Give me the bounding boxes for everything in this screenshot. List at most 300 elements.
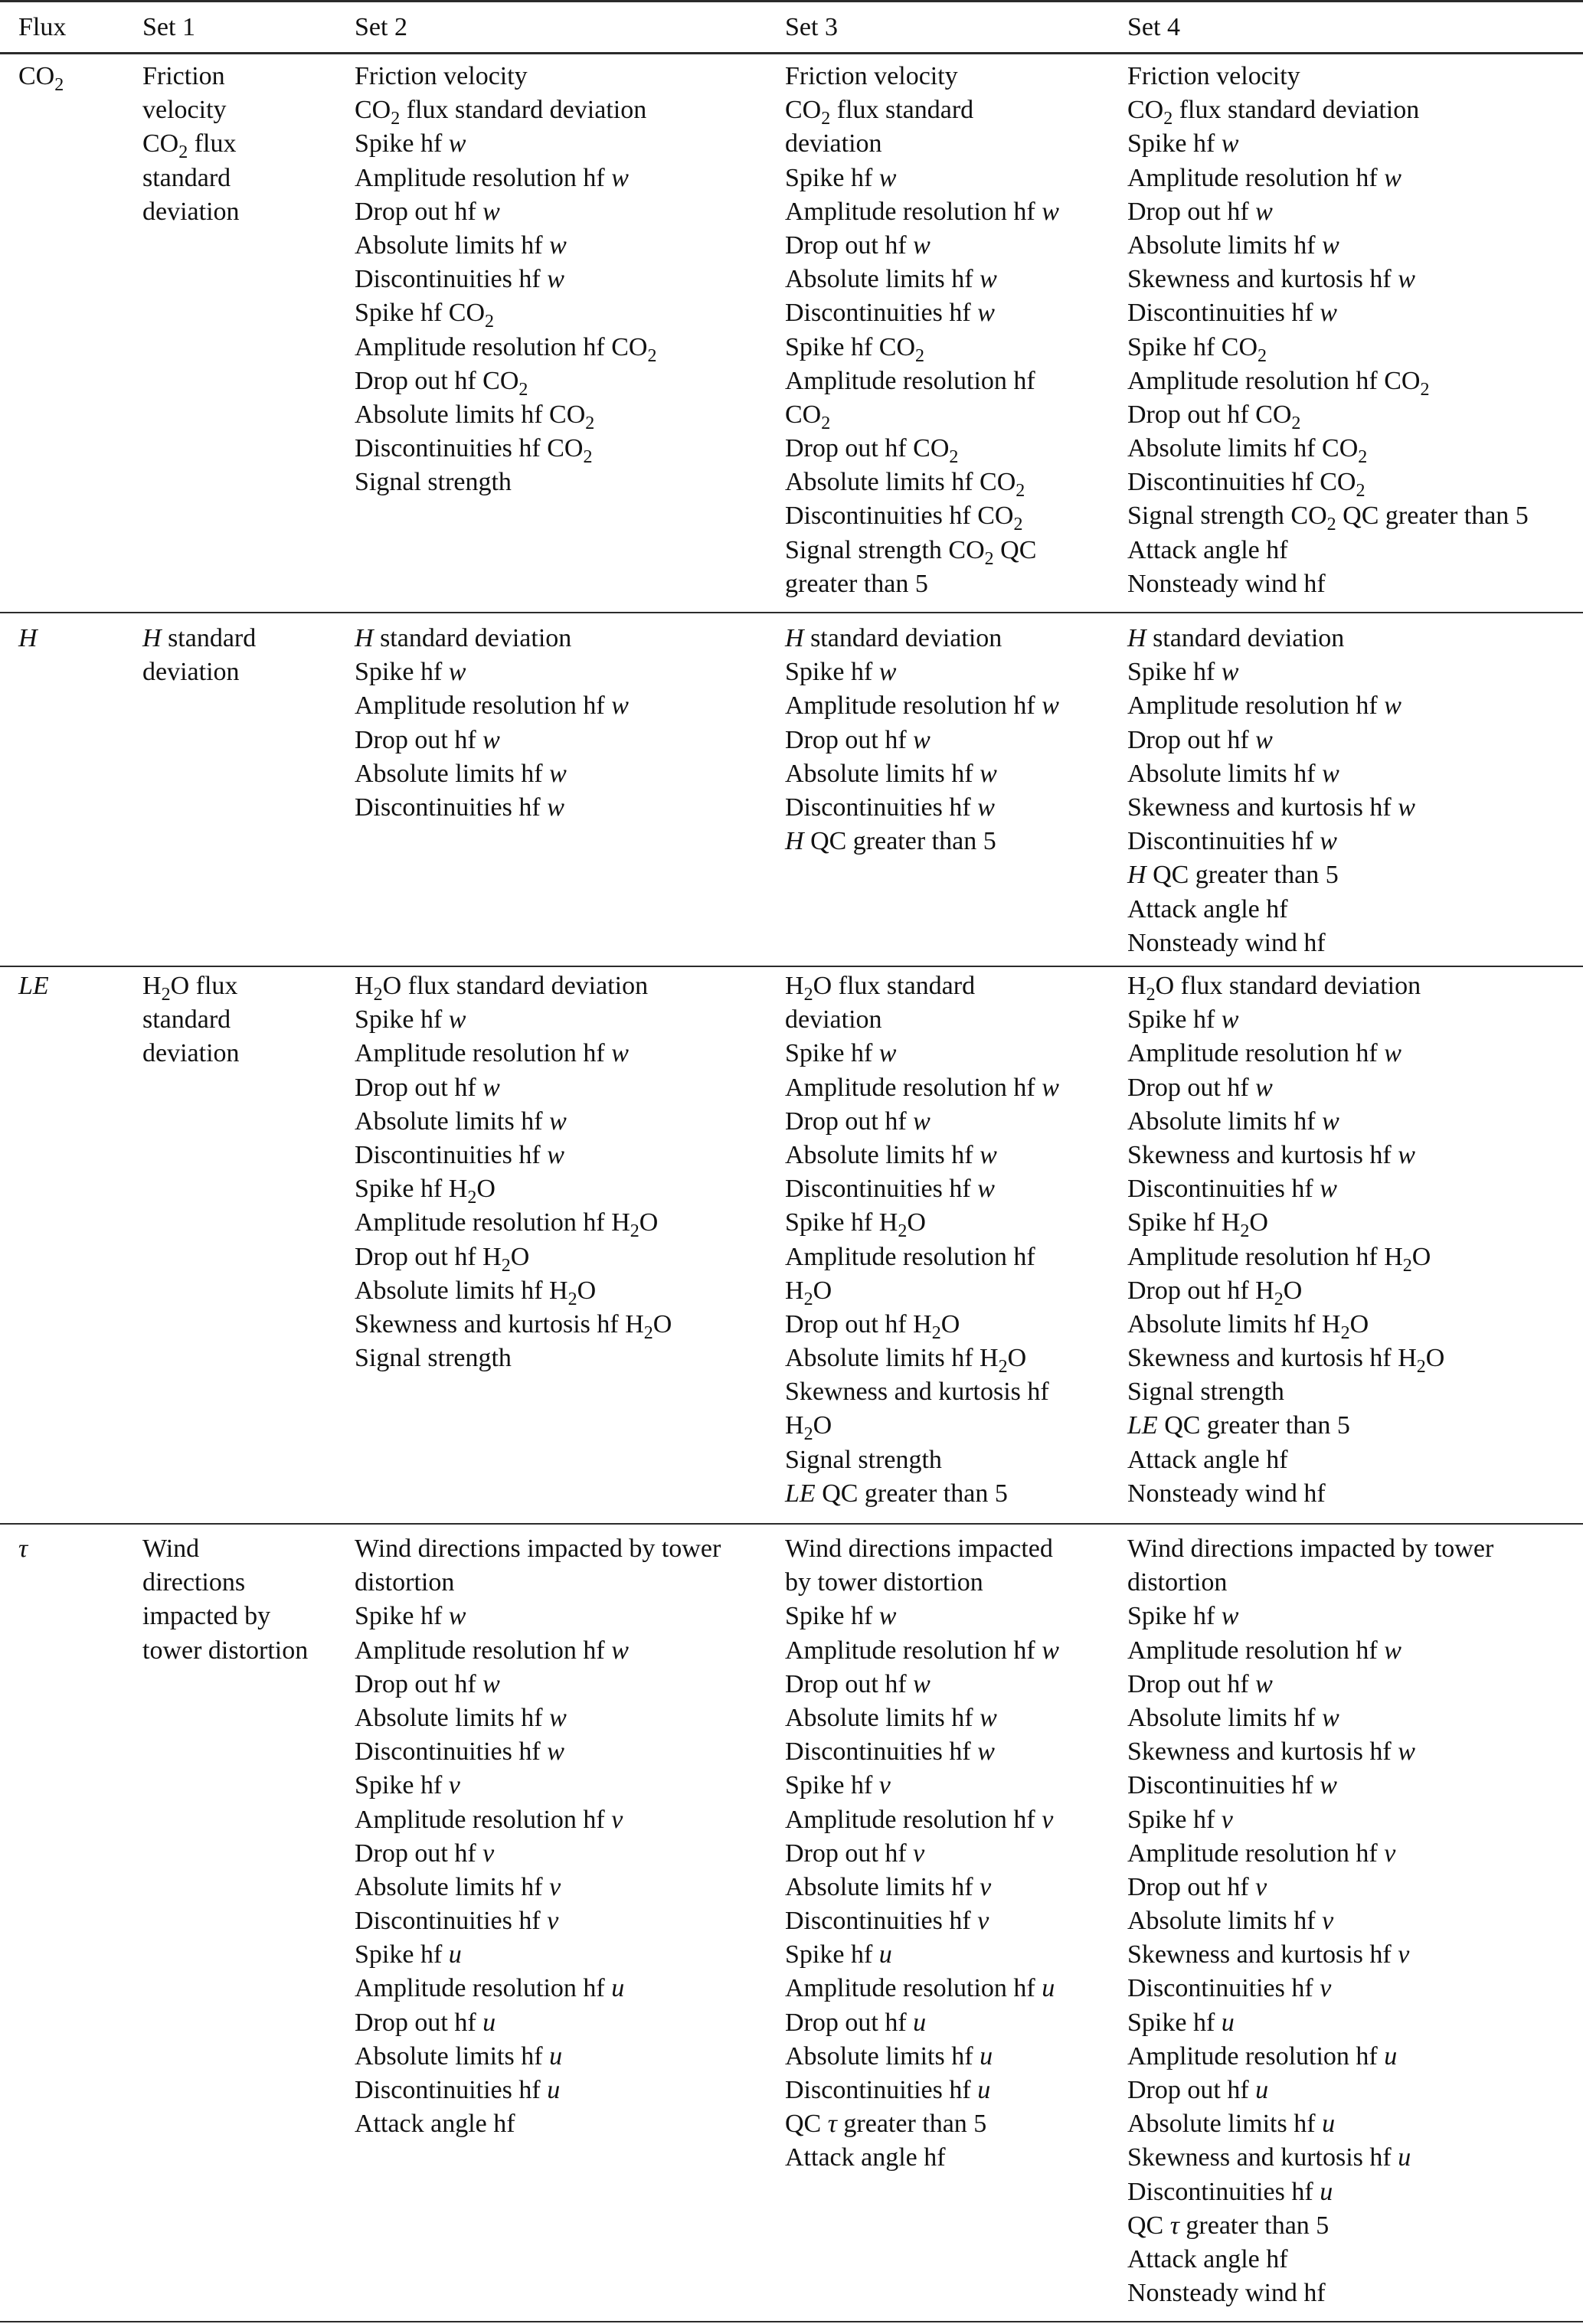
text-run: greater than 5 [785, 569, 928, 598]
text-run: Absolute limits hf [355, 1872, 550, 1901]
cell-line [355, 655, 629, 689]
cell-line [785, 2040, 1059, 2074]
subscript: 2 [1416, 1357, 1426, 1378]
text-run: Drop out hf [355, 1839, 483, 1868]
cell-line [1127, 229, 1529, 263]
math-symbol: H [785, 827, 804, 856]
text-run: O [813, 1276, 832, 1305]
text-run: Amplitude resolution hf CO [1127, 366, 1421, 395]
cell-line [785, 1443, 1059, 1477]
math-symbol: u [878, 1940, 892, 1969]
text-run: greater than 5 [1179, 2211, 1330, 2240]
cell-line [355, 1566, 721, 1600]
cell-line [1127, 757, 1415, 791]
cell-line [355, 2040, 721, 2074]
text-run: tower distortion [142, 1636, 309, 1665]
cell-line [1127, 60, 1529, 93]
cell-line [1127, 1003, 1444, 1037]
cell-line [785, 1037, 1059, 1070]
cell-line [1127, 2040, 1493, 2074]
text-run: Spike hf H [1127, 1208, 1241, 1237]
math-symbol: w [549, 1106, 567, 1136]
cell-line [355, 1274, 672, 1308]
math-symbol: w [547, 793, 564, 822]
text-run: Drop out hf [785, 1839, 914, 1868]
text-run: Spike hf [785, 658, 879, 687]
subscript: 2 [1420, 379, 1430, 400]
set-3-cell [785, 622, 1059, 858]
cell-line [355, 1139, 672, 1172]
text-run: deviation [142, 197, 240, 226]
math-symbol: w [482, 1073, 500, 1102]
cell-line [142, 93, 240, 127]
cell-line [18, 622, 38, 655]
subscript: 2 [1291, 413, 1301, 433]
text-run: Absolute limits hf H [785, 1344, 999, 1373]
math-symbol: w [1042, 197, 1059, 226]
text-run: standard [142, 1005, 231, 1035]
text-run: standard deviation [373, 624, 572, 652]
math-symbol: v [1384, 1839, 1396, 1868]
cell-line [1127, 1634, 1493, 1668]
cell-line [785, 398, 1059, 432]
text-run: Discontinuities hf CO [785, 502, 1014, 531]
subscript: 2 [501, 1255, 511, 1276]
set-3-cell [785, 969, 1059, 1511]
text-run: Amplitude resolution hf [785, 366, 1035, 395]
cell-line [785, 1634, 1059, 1668]
math-symbol: w [547, 265, 564, 294]
text-run: Attack angle hf [1127, 2244, 1288, 2273]
table-bottom-rule [0, 2321, 1583, 2322]
math-symbol: w [549, 230, 567, 260]
text-run: QC [993, 535, 1037, 564]
cell-line [355, 969, 672, 1003]
subscript: 2 [391, 109, 401, 129]
text-run: CO [18, 62, 55, 90]
cell-line [785, 1600, 1059, 1633]
math-symbol: w [1221, 1602, 1239, 1631]
text-run: Drop out hf [785, 725, 914, 754]
math-symbol: w [1320, 1175, 1337, 1204]
cell-line [142, 1532, 308, 1566]
text-run: O [1283, 1276, 1303, 1305]
math-symbol: w [1398, 793, 1415, 822]
cell-line [1127, 1735, 1493, 1769]
cell-line [355, 1105, 672, 1139]
cell-line [785, 2141, 1059, 2175]
math-symbol: v [1398, 1940, 1410, 1969]
text-run: Absolute limits hf [785, 759, 980, 788]
cell-line [1127, 1837, 1493, 1871]
math-symbol: w [448, 658, 466, 687]
cell-line [142, 969, 240, 1003]
math-symbol: H [355, 624, 374, 652]
math-symbol: u [482, 2008, 496, 2037]
text-run: distortion [355, 1568, 455, 1597]
math-symbol: w [1398, 265, 1415, 294]
cell-line [785, 364, 1059, 398]
cell-line [355, 1600, 721, 1633]
math-symbol: v [878, 1771, 891, 1800]
cell-line [142, 195, 240, 229]
math-symbol: w [913, 1106, 931, 1136]
cell-line [1127, 1274, 1444, 1308]
cell-line [1127, 331, 1529, 364]
text-run: Friction [142, 62, 225, 90]
cell-line [785, 534, 1059, 567]
text-run: O flux [170, 972, 238, 1000]
cell-line [1127, 893, 1415, 927]
text-run: CO [142, 129, 179, 159]
math-symbol: v [1042, 1805, 1054, 1834]
text-run: Discontinuities hf [355, 1737, 548, 1767]
text-run: Nonsteady wind hf [1127, 2279, 1326, 2308]
text-run: H [785, 1411, 804, 1440]
math-symbol: w [977, 299, 995, 328]
cell-line [142, 1600, 308, 1633]
math-symbol: w [980, 1140, 997, 1169]
cell-line [785, 2006, 1059, 2040]
header-set-4: Set 4 [1127, 13, 1180, 41]
subscript: 2 [373, 985, 383, 1005]
text-run: Drop out hf [1127, 725, 1256, 754]
math-symbol: v [1320, 1974, 1332, 2003]
text-run: Amplitude resolution hf [355, 1805, 612, 1834]
text-run: CO [785, 400, 822, 429]
subscript: 2 [898, 1221, 908, 1242]
cell-line [785, 466, 1059, 502]
text-run: Spike hf CO [785, 332, 915, 361]
text-run: Spike hf [1127, 2008, 1222, 2037]
text-run: Drop out hf CO [785, 434, 950, 463]
cell-line [355, 689, 629, 723]
text-run: Spike hf CO [1127, 332, 1258, 361]
cell-line [1127, 1600, 1493, 1633]
set-1-cell [142, 969, 240, 1071]
text-run: Drop out hf CO [1127, 400, 1292, 429]
row-divider [0, 966, 1583, 967]
math-symbol: H [18, 624, 38, 652]
text-run: O [652, 1309, 672, 1339]
cell-line [1127, 724, 1415, 757]
math-symbol: w [1384, 1039, 1401, 1068]
cell-line [355, 2107, 721, 2141]
cell-line [785, 331, 1059, 364]
math-symbol: w [611, 691, 629, 721]
header-set-3: Set 3 [785, 13, 838, 41]
math-symbol: w [878, 1602, 897, 1631]
text-run: Absolute limits hf [785, 1872, 980, 1901]
cell-line [1127, 2243, 1493, 2277]
cell-line [142, 60, 240, 93]
text-run: O [510, 1242, 530, 1271]
cell-line [785, 757, 1059, 791]
math-symbol: w [1398, 1140, 1415, 1169]
text-run: Spike hf [785, 163, 879, 192]
cell-line [785, 1972, 1059, 2005]
text-run: Spike hf [355, 129, 449, 159]
text-run: H [355, 972, 374, 1000]
row-divider [0, 612, 1583, 613]
cell-line [355, 1837, 721, 1871]
text-run: Skewness and kurtosis hf [1127, 265, 1398, 294]
math-symbol: τ [827, 2110, 837, 2139]
math-symbol: τ [18, 1535, 28, 1563]
math-symbol: u [1255, 2076, 1269, 2104]
cell-line [1127, 432, 1529, 466]
text-run: standard deviation [1146, 624, 1345, 652]
cell-line [355, 364, 656, 398]
flux-cell [18, 60, 64, 93]
math-symbol: w [1322, 759, 1339, 788]
cell-line [355, 1003, 672, 1037]
text-run: Signal strength [355, 468, 512, 497]
text-run: Spike hf [1127, 1005, 1222, 1035]
text-run: Drop out hf [1127, 197, 1256, 226]
math-symbol: v [1221, 1805, 1233, 1834]
cell-line [355, 1240, 672, 1274]
cell-line [18, 60, 64, 93]
text-run: Spike hf [355, 1005, 449, 1035]
text-run: Attack angle hf [1127, 894, 1288, 923]
math-symbol: w [977, 1737, 995, 1767]
subscript: 2 [583, 447, 593, 468]
subscript: 2 [998, 1357, 1008, 1378]
text-run: Skewness and kurtosis hf [1127, 793, 1398, 822]
text-run: Absolute limits hf [355, 2041, 550, 2071]
text-run: Amplitude resolution hf [785, 197, 1042, 226]
text-run: Absolute limits hf [355, 1106, 550, 1136]
cell-line [142, 162, 240, 195]
text-run: QC greater than 5 [803, 827, 996, 856]
cell-line [355, 1701, 721, 1735]
math-symbol: w [547, 1737, 564, 1767]
cell-line [355, 1938, 721, 1972]
cell-line [355, 296, 656, 330]
cell-line [1127, 1701, 1493, 1735]
text-run: Discontinuities hf [1127, 1974, 1320, 2003]
cell-line [355, 127, 656, 161]
text-run: Skewness and kurtosis hf [785, 1378, 1049, 1407]
cell-line [785, 1668, 1059, 1701]
text-run: Spike hf [785, 1602, 879, 1631]
math-symbol: w [1398, 1737, 1415, 1767]
cell-line [142, 1037, 240, 1070]
math-symbol: w [1221, 658, 1239, 687]
text-run: Absolute limits hf H [355, 1276, 568, 1305]
math-symbol: w [1320, 1771, 1337, 1800]
cell-line [1127, 263, 1529, 296]
cell-line [355, 2006, 721, 2040]
cell-line [785, 1172, 1059, 1206]
math-symbol: v [913, 1839, 925, 1868]
math-symbol: w [1221, 1005, 1239, 1035]
cell-line [1127, 1342, 1445, 1378]
text-run: Amplitude resolution hf H [1127, 1242, 1403, 1271]
cell-line [785, 263, 1059, 296]
cell-line [355, 162, 656, 195]
cell-line [1127, 825, 1415, 858]
text-run: Amplitude resolution hf [1127, 163, 1385, 192]
text-run: Spike hf [785, 1940, 879, 1969]
text-run: Amplitude resolution hf [355, 691, 612, 721]
text-run: Attack angle hf [355, 2110, 515, 2139]
cell-line [785, 1837, 1059, 1871]
text-run: Amplitude resolution hf [1127, 2041, 1385, 2071]
text-run: Discontinuities hf [1127, 2177, 1320, 2206]
cell-line [1127, 2175, 1493, 2209]
cell-line [1127, 1803, 1493, 1837]
math-symbol: w [1042, 691, 1059, 721]
math-symbol: w [977, 793, 995, 822]
text-run: Drop out hf [785, 2008, 914, 2037]
cell-line [355, 229, 656, 263]
text-run: O [1425, 1344, 1445, 1373]
math-symbol: w [482, 197, 500, 226]
math-symbol: v [1322, 1907, 1334, 1936]
cell-line [355, 1308, 672, 1342]
text-run: Spike hf H [785, 1208, 898, 1237]
text-run: Absolute limits hf [1127, 1907, 1323, 1936]
math-symbol: w [1322, 1106, 1339, 1136]
text-run: O [907, 1208, 926, 1237]
text-run: Skewness and kurtosis hf H [355, 1309, 644, 1339]
math-symbol: v [549, 1872, 561, 1901]
cell-line [355, 331, 656, 364]
cell-line [1127, 1071, 1444, 1105]
subscript: 2 [1013, 515, 1023, 535]
subscript: 2 [1326, 515, 1336, 535]
cell-line [355, 1532, 721, 1566]
math-symbol: v [611, 1805, 623, 1834]
math-symbol: w [977, 1175, 995, 1204]
text-run: Drop out hf [355, 197, 483, 226]
math-symbol: v [448, 1771, 460, 1800]
subscript: 2 [1258, 345, 1267, 366]
cell-line [785, 1206, 1059, 1240]
text-run: Wind directions impacted by tower [1127, 1535, 1494, 1563]
math-symbol: w [448, 129, 466, 159]
text-run: Drop out hf [1127, 1872, 1256, 1901]
cell-line [785, 689, 1059, 723]
math-symbol: w [611, 1636, 629, 1665]
text-run: Amplitude resolution hf [355, 1039, 612, 1068]
set-1-cell [142, 60, 240, 229]
subscript: 2 [803, 1424, 813, 1445]
text-run: CO [355, 96, 391, 125]
cell-line [1127, 127, 1529, 161]
flux-cell [18, 622, 38, 655]
cell-line [1127, 534, 1529, 567]
text-run: Discontinuities hf [1127, 1771, 1320, 1800]
text-run: directions [142, 1568, 246, 1597]
math-symbol: w [878, 1039, 897, 1068]
cell-line [1127, 1769, 1493, 1803]
math-symbol: v [1255, 1872, 1267, 1901]
cell-line [785, 1701, 1059, 1735]
text-run: Spike hf [1127, 1602, 1222, 1631]
subscript: 2 [1358, 447, 1368, 468]
cell-line [1127, 1871, 1493, 1904]
cell-line [785, 724, 1059, 757]
text-run: Spike hf [355, 1602, 449, 1631]
cell-line [785, 93, 1059, 127]
cell-line [785, 1477, 1059, 1511]
set-4-cell [1127, 1532, 1493, 2310]
subscript: 2 [1146, 985, 1156, 1005]
cell-line [785, 1409, 1059, 1443]
cell-line [1127, 2074, 1493, 2107]
text-run: Amplitude resolution hf [1127, 1039, 1385, 1068]
math-symbol: u [549, 2041, 563, 2071]
text-run: Amplitude resolution hf [1127, 1839, 1385, 1868]
math-symbol: v [980, 1872, 992, 1901]
text-run: O flux standard deviation [382, 972, 649, 1000]
math-symbol: w [1384, 1636, 1401, 1665]
cell-line [785, 567, 1059, 601]
text-run: Drop out hf [785, 230, 914, 260]
set-2-cell [355, 969, 672, 1375]
text-run: Absolute limits hf [1127, 759, 1323, 788]
text-run: Amplitude resolution hf [785, 1636, 1042, 1665]
math-symbol: H [1127, 624, 1146, 652]
text-run: CO [1127, 96, 1164, 125]
cell-line [355, 2074, 721, 2107]
math-symbol: LE [18, 972, 49, 1000]
subscript: 2 [54, 75, 64, 95]
math-symbol: w [448, 1005, 466, 1035]
subscript: 2 [518, 379, 528, 400]
text-run: Absolute limits hf CO [355, 400, 586, 429]
cell-line [785, 1274, 1059, 1308]
text-run: impacted by [142, 1602, 271, 1631]
text-run: Discontinuities hf [355, 2076, 548, 2104]
text-run: Attack angle hf [1127, 535, 1288, 564]
text-run: Spike hf [1127, 658, 1222, 687]
text-run: H [142, 972, 162, 1000]
text-run: Spike hf [1127, 1805, 1222, 1834]
cell-line [355, 60, 656, 93]
math-symbol: w [1042, 1636, 1059, 1665]
cell-line [1127, 567, 1529, 601]
cell-line [785, 1871, 1059, 1904]
set-1-cell [142, 622, 256, 689]
math-symbol: u [913, 2008, 927, 2037]
cell-line [1127, 296, 1529, 330]
cell-line [785, 1904, 1059, 1938]
cell-line [18, 969, 49, 1003]
subscript: 2 [178, 142, 188, 163]
cell-line [355, 1342, 672, 1375]
text-run: Drop out hf H [1127, 1276, 1274, 1305]
set-1-cell [142, 1532, 308, 1668]
text-run: Spike hf [785, 1771, 879, 1800]
math-symbol: u [1042, 1974, 1055, 2003]
text-run: Discontinuities hf CO [355, 434, 584, 463]
cell-line [1127, 1308, 1444, 1342]
text-run: Wind directions impacted [785, 1535, 1053, 1563]
math-symbol: w [482, 1669, 500, 1698]
text-run: Spike hf CO [355, 299, 485, 328]
text-run: deviation [142, 658, 240, 687]
text-run: Discontinuities hf [1127, 827, 1320, 856]
text-run: Spike hf [1127, 129, 1222, 159]
cell-line [785, 1071, 1059, 1105]
text-run: O [1411, 1242, 1431, 1271]
cell-line [1127, 1375, 1444, 1409]
text-run: Signal strength CO [785, 535, 985, 564]
